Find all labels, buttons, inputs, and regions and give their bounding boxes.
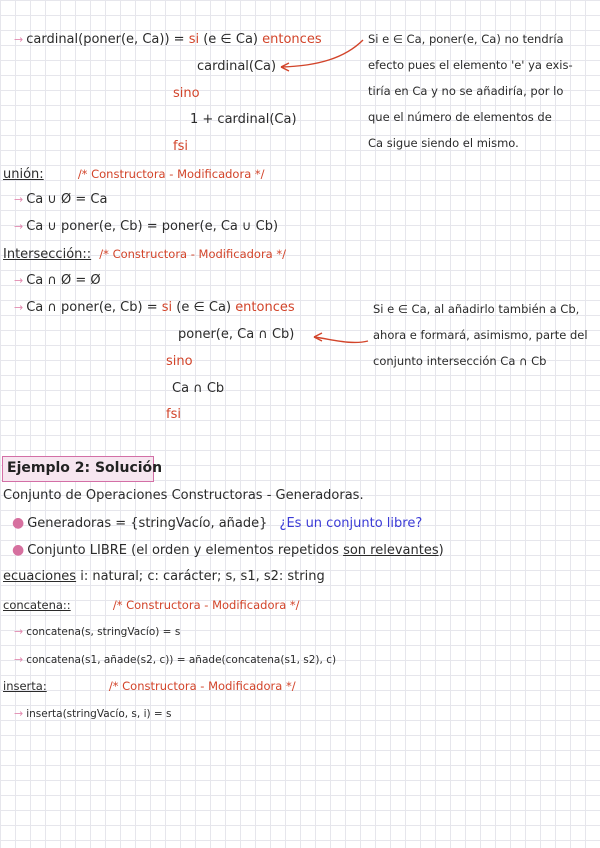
keyword-si: si: [161, 300, 173, 315]
cardinal-else-value: 1 + cardinal(Ca): [190, 112, 297, 127]
ecuaciones-vars: i: natural; c: carácter; s, s1, s2: string: [80, 569, 325, 584]
note-line: efecto pues el elemento 'e' ya exis-: [368, 58, 573, 72]
bullet-dot-icon: ●: [12, 542, 25, 558]
condition: (e ∈ Ca): [176, 300, 232, 315]
note-line: Ca sigue siendo el mismo.: [368, 136, 519, 150]
union-comment: /* Constructora - Modificadora */: [77, 167, 265, 181]
inserta-title: inserta:: [3, 679, 47, 693]
ejemplo-subtitle: Conjunto de Operaciones Constructoras - Generadoras.: [3, 488, 364, 503]
keyword-sino: sino: [166, 354, 193, 369]
note-line: Si e ∈ Ca, al añadirlo también a Cb,: [373, 302, 580, 316]
concatena-title: concatena::: [3, 598, 71, 612]
bullet-generadoras: [12, 514, 422, 533]
concatena-eq2-text: concatena(s1, añade(s2, c)) = añade(concatena(s1, s2), c): [26, 654, 337, 666]
concatena-eq1-text: concatena(s, stringVacío) = s: [26, 626, 181, 638]
concatena-eq1: [14, 623, 180, 641]
bullet-dot-icon: ●: [12, 515, 25, 531]
keyword-si: si: [188, 32, 200, 47]
interseccion-eq1-text: Ca ∩ Ø = Ø: [26, 273, 101, 288]
interseccion-title: Intersección::: [3, 247, 92, 262]
libre-underlined: son relevantes: [343, 543, 439, 558]
note-line: que el número de elementos de: [368, 110, 552, 124]
inserta-eq1-text: inserta(stringVacío, s, i) = s: [26, 708, 172, 720]
keyword-fsi: fsi: [166, 407, 181, 422]
libre-close: ): [438, 543, 444, 558]
concatena-header: [3, 596, 300, 615]
arrow-right-icon: →: [14, 274, 24, 287]
note-line: tiría en Ca y no se añadiría, por lo: [368, 84, 564, 98]
arrow-right-icon: →: [14, 220, 24, 233]
concatena-comment: /* Constructora - Modificadora */: [112, 598, 300, 612]
keyword-sino: sino: [173, 86, 200, 101]
arrow-right-icon: →: [14, 707, 24, 720]
union-eq2-text: Ca ∪ poner(e, Cb) = poner(e, Ca ∪ Cb): [26, 219, 279, 234]
interseccion-comment: /* Constructora - Modificadora */: [99, 247, 287, 261]
ecuaciones-label: ecuaciones: [3, 569, 77, 584]
note-connector-1: [281, 40, 363, 67]
cardinal-then-value: cardinal(Ca): [197, 59, 277, 74]
ecuaciones-line: [3, 568, 325, 586]
condition: (e ∈ Ca): [203, 32, 258, 47]
libre-text: Conjunto LIBRE (el orden y elementos repetidos: [27, 543, 339, 558]
union-eq1-text: Ca ∪ Ø = Ca: [26, 192, 108, 207]
keyword-entonces: entonces: [262, 32, 322, 47]
interseccion-then-value: poner(e, Ca ∩ Cb): [178, 327, 295, 342]
note-line: Si e ∈ Ca, poner(e, Ca) no tendría: [368, 32, 564, 46]
interseccion-else-value: Ca ∩ Cb: [172, 381, 225, 396]
libre-question: ¿Es un conjunto libre?: [279, 516, 423, 531]
bullet-libre: [12, 541, 444, 560]
union-title: unión:: [3, 167, 44, 182]
arrow-right-icon: →: [14, 33, 24, 46]
note-connector-2: [314, 337, 368, 342]
inserta-comment: /* Constructora - Modificadora */: [108, 679, 296, 693]
arrow-right-icon: →: [14, 193, 24, 206]
interseccion-eq2-lhs: Ca ∩ poner(e, Cb) =: [26, 300, 158, 315]
inserta-eq1: [14, 705, 172, 723]
keyword-entonces: entonces: [235, 300, 295, 315]
concatena-eq2: [14, 651, 336, 669]
arrow-right-icon: →: [14, 301, 24, 314]
arrow-right-icon: →: [14, 653, 24, 666]
cardinal-eq-lhs: cardinal(poner(e, Ca)) =: [26, 32, 185, 47]
inserta-header: [3, 677, 296, 696]
generadoras-text: Generadoras = {stringVacío, añade}: [27, 516, 268, 531]
arrow-right-icon: →: [14, 625, 24, 638]
ejemplo-heading: Ejemplo 2: Solución: [7, 460, 163, 476]
keyword-fsi: fsi: [173, 139, 188, 154]
note-line: conjunto intersección Ca ∩ Cb: [373, 354, 547, 368]
note-line: ahora e formará, asimismo, parte del: [373, 328, 588, 342]
